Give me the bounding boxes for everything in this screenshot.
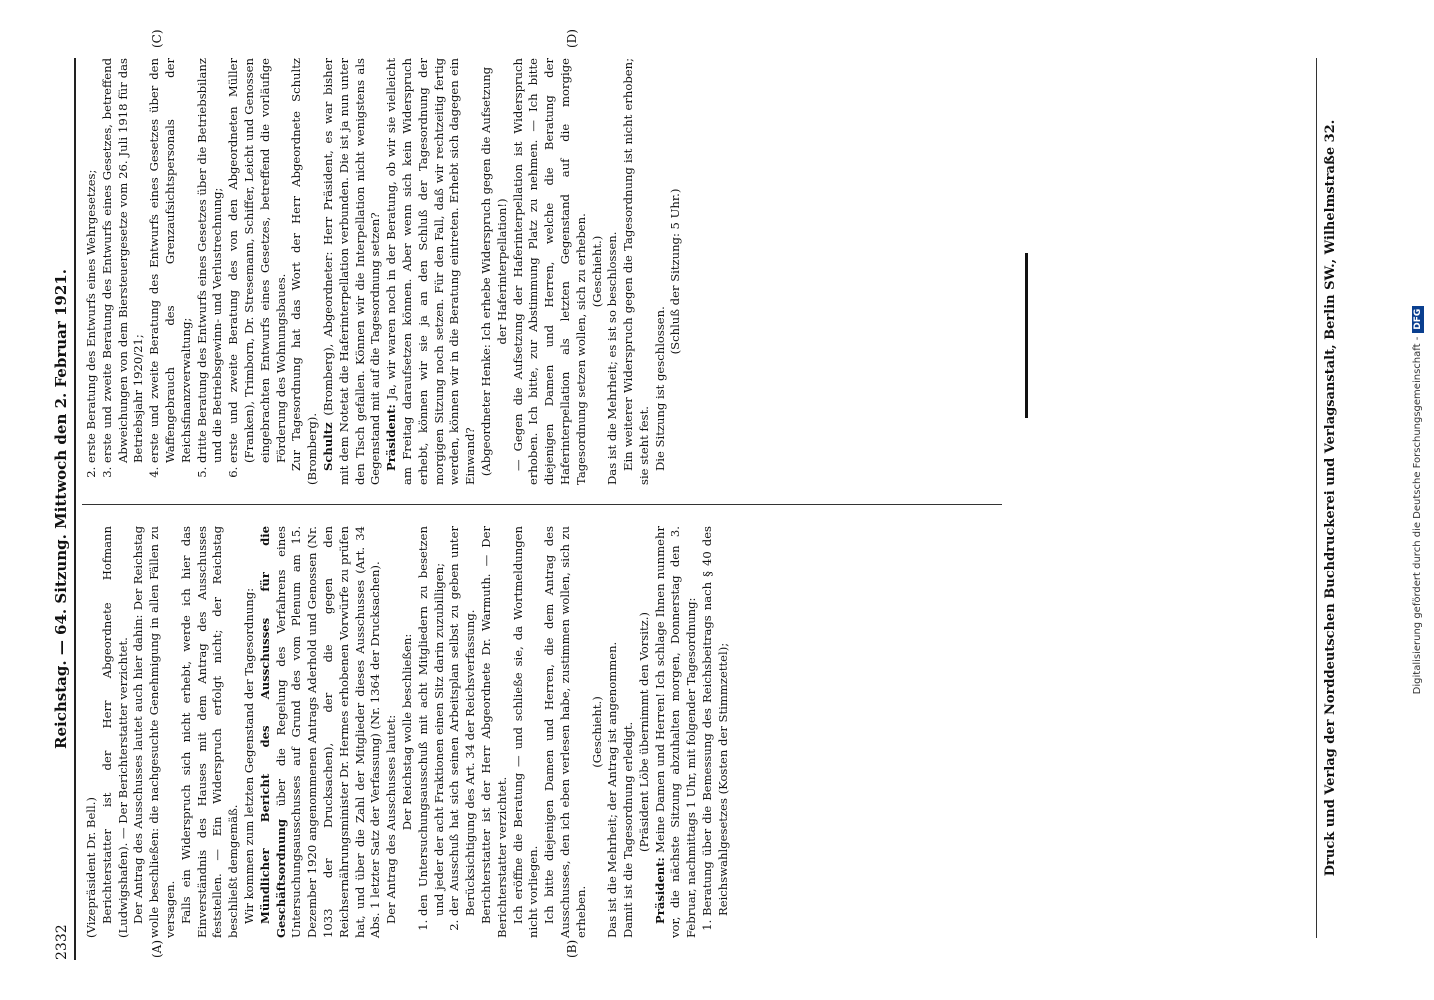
dfg-logo: DFG bbox=[1412, 306, 1424, 333]
paragraph: (Vizepräsident Dr. Bell.) bbox=[84, 797, 98, 938]
paragraph bbox=[653, 526, 700, 938]
paragraph: Ein weiterer Widerspruch gegen die Tagesordnung ist nicht erhoben; sie steht fest. bbox=[621, 58, 651, 485]
list-item: 5. dritte Beratung des Entwurfs eines Gesetzes über die Betriebsbilanz und die Betriebsgewinn- und Verlustrechnung; bbox=[195, 58, 227, 463]
margin-letter-b: (B) bbox=[565, 939, 579, 958]
paragraph: Falls ein Widerspruch sich nicht erhebt, werde ich hier das Einverständnis des Hauses mit dem Antrag des Ausschusses feststellen. — Ein Widerspruch erfolgt nicht; der Reichstag beschließt demgemäß. bbox=[178, 526, 241, 938]
paragraph: Berichterstatter ist der Herr Abgeordnete Dr. Warmuth. — Der Berichterstatter verzichtet. bbox=[478, 526, 509, 938]
digitization-note bbox=[1412, 0, 1424, 1000]
paragraph: Die Sitzung ist geschlossen. bbox=[652, 306, 667, 471]
paragraph: (Präsident Löbe übernimmt den Vorsitz.) bbox=[636, 612, 651, 852]
digitization-text: Digitalisierung gefördert durch die Deutsche Forschungsgemeinschaft - bbox=[1412, 336, 1423, 695]
paragraph: (Geschieht.) bbox=[589, 235, 604, 308]
paragraph: Der Reichstag wolle beschließen: bbox=[399, 633, 414, 831]
paragraph: Berichterstatter ist der Herr Abgeordnete Hofmann (Ludwigshafen). — Der Berichterstatter verzichtet. bbox=[99, 526, 130, 938]
paragraph: (Schluß der Sitzung: 5 Uhr.) bbox=[668, 188, 683, 355]
list-item: 1. Beratung über die Bemessung des Reichsbeitrags nach § 40 des Reichswahlgesetzes (Kosten der Stimmzettel); bbox=[700, 526, 732, 916]
paragraph-text: (Bromberg), Abgeordneter: Herr Präsident, es war bisher mit dem Notetat die Haferinterpellation verbunden. Die ist ja nun unter den Tisch gefallen. Können wir die Interpellation nicht wenigstens als Gegenstand mit auf die Tagesordnung setzen? bbox=[320, 57, 383, 485]
paragraph: Ich bitte diejenigen Damen und Herren, die dem Antrag des Ausschusses, den ich eben verlesen habe, zustimmen wollen, sich zu erheben. bbox=[542, 526, 588, 938]
column-divider bbox=[82, 504, 1002, 505]
speaker-label: Präsident: bbox=[384, 404, 399, 471]
end-rule bbox=[1025, 253, 1028, 418]
speaker-label: Präsident: bbox=[652, 857, 667, 924]
paragraph: (Geschieht.) bbox=[589, 696, 604, 768]
paragraph: Der Antrag des Ausschusses lautet: bbox=[384, 714, 399, 924]
speaker-label: Schultz bbox=[320, 422, 335, 471]
list-item: 4. erste und zweite Beratung des Entwurfs eines Gesetzes über den Waffengebrauch des Grenzaufsichtspersonals der Reichsfinanzverwaltung; bbox=[147, 58, 194, 463]
paragraph bbox=[321, 58, 384, 485]
paragraph: Das ist die Mehrheit; der Antrag ist angenommen. bbox=[605, 641, 620, 938]
bold-heading: Mündlicher Bericht des Ausschusses für die Geschäftsordnung bbox=[257, 526, 288, 938]
left-column bbox=[84, 526, 732, 938]
paragraph-text: Ja, wir waren noch in der Beratung, ob wir sie vielleicht am Freitag daraufsetzen können. Aber wenn sich kein Widerspruch erhebt, können wir sie ja an den Schluß der Tagesordnung der morgigen Sitzung noch setzen. Für den Fall, daß wir rechtzeitig fertig werden, können wir in die Beratung eintreten. Erhebt sich dagegen ein Einwand? bbox=[384, 58, 478, 485]
margin-letter-c: (C) bbox=[150, 29, 164, 48]
numbered-list bbox=[84, 58, 289, 485]
paragraph: Ich eröffne die Beratung — und schließe sie, da Wortmeldungen nicht vorliegen. bbox=[510, 526, 541, 938]
paragraph: Damit ist die Tagesordnung erledigt. bbox=[621, 721, 636, 938]
page-title: Reichstag. — 64. Sitzung. Mittwoch den 2. Februar 1921. bbox=[52, 269, 70, 749]
paragraph: Wir kommen zum letzten Gegenstand der Tagesordnung: bbox=[241, 587, 256, 924]
list-item: 3. erste und zweite Beratung des Entwurfs eines Gesetzes, betreffend Abweichungen von dem Biersteuergesetze vom 26. Juli 1918 für das Betriebsjahr 1920/21; bbox=[100, 58, 147, 463]
paragraph: — Gegen die Aufsetzung der Haferinterpellation ist Widerspruch erhoben. Ich bitte, zur Abstimmung Platz zu nehmen. — Ich bitte diejenigen Damen und Herren, welche die Beratung der Haferinterpellation als letzten Gegenstand auf die morgige Tagesordnung setzen wollen, sich zu erheben. bbox=[510, 58, 588, 485]
page-number: 2332 bbox=[54, 924, 70, 960]
list-item: 2. der Ausschuß hat sich seinen Arbeitsplan selbst zu geben unter Berücksichtigung des Art. 34 der Reichsverfassung. bbox=[447, 526, 479, 916]
paragraph: Das ist die Mehrheit; es ist so beschlossen. bbox=[605, 231, 620, 485]
numbered-list bbox=[700, 526, 732, 938]
paragraph: (Abgeordneter Henke: Ich erhebe Widerspruch gegen die Aufsetzung der Haferinterpellation!) bbox=[478, 66, 509, 477]
numbered-list bbox=[416, 526, 479, 938]
printer-imprint: Druck und Verlag der Norddeutschen Buchdruckerei und Verlagsanstalt, Berlin SW., Wilhelmstraße 32. bbox=[1316, 58, 1338, 938]
margin-letter-a: (A) bbox=[150, 939, 164, 958]
right-column bbox=[84, 58, 684, 485]
list-item: 2. erste Beratung des Entwurfs eines Wehrgesetzes; bbox=[84, 58, 100, 463]
paragraph: Zur Tagesordnung hat das Wort der Herr Abgeordnete Schultz (Bromberg). bbox=[289, 58, 320, 485]
list-item: 1. den Untersuchungsausschuß mit acht Mitgliedern zu besetzen und jeder der acht Fraktionen einen Sitz darin zuzubilligen; bbox=[416, 526, 448, 916]
margin-letter-d: (D) bbox=[565, 29, 579, 48]
page-header bbox=[48, 58, 76, 960]
paragraph bbox=[258, 526, 384, 938]
paragraph-text: Meine Damen und Herren! Ich schlage Ihnen nunmehr vor, die nächste Sitzung abzuhalten morgen, Donnerstag den 3. Februar, nachmittags 1 Uhr, mit folgender Tagesordnung: bbox=[652, 525, 699, 938]
list-item: 6. erste und zweite Beratung des von den Abgeordneten Müller (Franken), Trimborn, Dr. Stresemann, Schiffer, Leicht und Genossen eingebrachten Entwurfs eines Gesetzes, betreffend die vorläufige Förderung des Wohnungsbaues. bbox=[226, 58, 289, 463]
paragraph-text: über die Regelung des Verfahrens eines Untersuchungsausschusses auf Grund des vom Plenum am 15. Dezember 1920 angenommenen Antrags Aderhold und Genossen (Nr. 1033 der Drucksachen), der die gegen den Reichsernährungsminister Dr. Hermes erhobenen Vorwürfe zu prüfen hat, und über die Zahl der Mitglieder dieses Ausschusses (Art. 34 Abs. 1 letzter Satz der Verfassung) (Nr. 1364 der Drucksachen). bbox=[273, 526, 383, 938]
paragraph: Der Antrag des Ausschusses lautet auch hier dahin: Der Reichstag wolle beschließen: die nachgesuchte Genehmigung in allen Fällen zu versagen. bbox=[131, 526, 177, 938]
paragraph bbox=[384, 58, 479, 485]
